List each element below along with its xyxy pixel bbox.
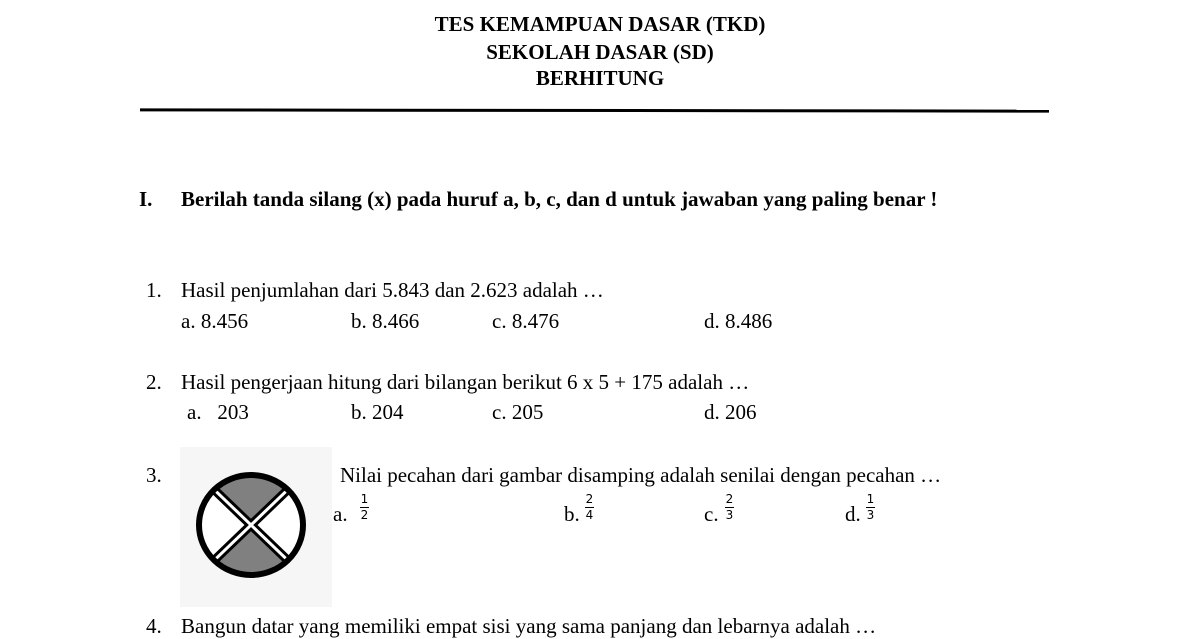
option-letter: b. [564, 502, 580, 526]
question-number: 4. [146, 614, 162, 638]
question-text: Bangun datar yang memiliki empat sisi yang sama panjang dan lebarnya adalah … [181, 614, 877, 638]
fraction-denominator: 4 [585, 508, 594, 522]
question-number: 2. [146, 370, 162, 394]
header-divider [140, 108, 1049, 112]
question-number: 3. [146, 463, 162, 487]
fraction-numerator: 1 [360, 492, 369, 506]
option-d[interactable]: d. 8.486 [704, 309, 773, 333]
question-text: Hasil pengerjaan hitung dari bilangan berikut 6 x 5 + 175 adalah … [181, 370, 750, 394]
title-line-1: TES KEMAMPUAN DASAR (TKD) [434, 12, 766, 36]
option-b[interactable]: b. 204 [351, 400, 404, 424]
option-a[interactable]: a. 203 [187, 400, 249, 424]
question-text: Hasil penjumlahan dari 5.843 dan 2.623 adalah … [181, 278, 604, 302]
section-number: I. [139, 187, 153, 211]
option-fraction [360, 493, 369, 522]
fraction-circle-figure [194, 470, 308, 580]
option-letter: a. [333, 502, 348, 526]
question-number: 1. [146, 278, 162, 302]
option-fraction [725, 493, 734, 522]
option-fraction [585, 493, 594, 522]
fraction-numerator: 1 [866, 492, 875, 506]
option-fraction [866, 493, 875, 522]
option-b[interactable]: b. 8.466 [351, 309, 420, 333]
option-letter: c. [704, 502, 719, 526]
question-text: Nilai pecahan dari gambar disamping adalah senilai dengan pecahan … [340, 463, 942, 487]
fraction-denominator: 3 [866, 508, 875, 522]
option-c[interactable]: c. 8.476 [492, 309, 560, 333]
option-d[interactable]: d. 206 [704, 400, 757, 424]
fraction-denominator: 2 [360, 508, 369, 522]
title-line-2: SEKOLAH DASAR (SD) [486, 40, 714, 64]
option-c[interactable]: c. 205 [492, 400, 544, 424]
fraction-denominator: 3 [725, 508, 734, 522]
fraction-numerator: 2 [585, 492, 594, 506]
option-letter: d. [845, 502, 861, 526]
section-instruction: Berilah tanda silang (x) pada huruf a, b, c, dan d untuk jawaban yang paling benar ! [181, 187, 938, 211]
title-line-3: BERHITUNG [535, 66, 665, 90]
fraction-numerator: 2 [725, 492, 734, 506]
option-a[interactable]: a. 8.456 [181, 309, 249, 333]
